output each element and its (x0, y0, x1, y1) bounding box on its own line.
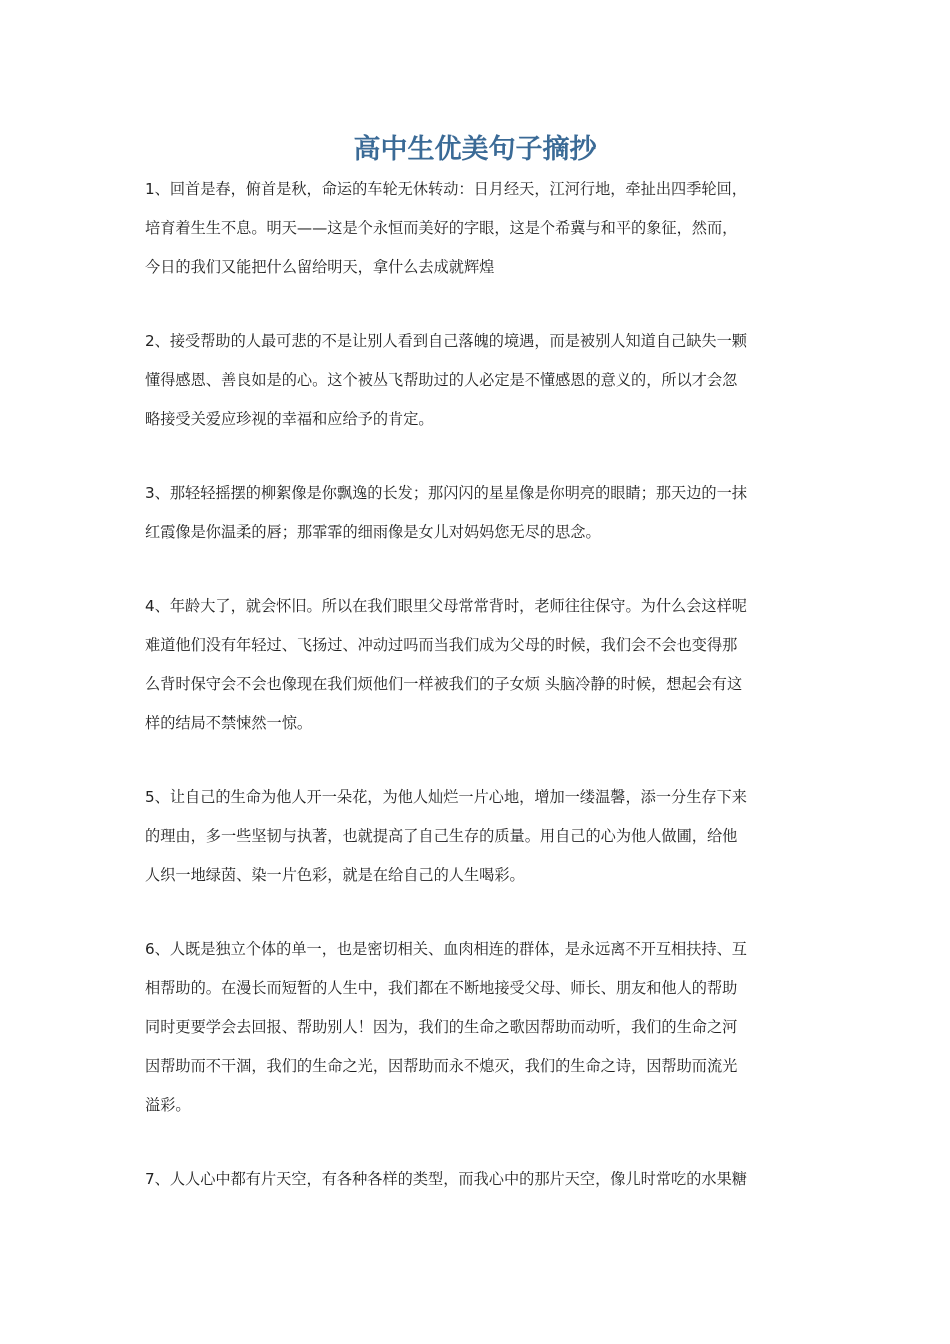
paragraph-line: 2、接受帮助的人最可悲的不是让别人看到自己落魄的境遇，而是被别人知道自己缺失一颗 (145, 332, 747, 350)
paragraph-line: 5、让自己的生命为他人开一朵花，为他人灿烂一片心地，增加一缕温馨，添一分生存下来 (145, 788, 747, 806)
paragraph-line: 同时更要学会去回报、帮助别人！因为，我们的生命之歌因帮助而动听，我们的生命之河 (145, 1018, 738, 1036)
paragraph-line: 样的结局不禁悚然一惊。 (145, 714, 313, 732)
paragraph-line: 难道他们没有年轻过、飞扬过、冲动过吗而当我们成为父母的时候，我们会不会也变得那 (145, 636, 738, 654)
paragraph-line: 因帮助而不干涸，我们的生命之光，因帮助而永不熄灭，我们的生命之诗，因帮助而流光 (145, 1057, 738, 1075)
paragraph-line: 懂得感恩、善良如是的心。这个被丛飞帮助过的人必定是不懂感恩的意义的，所以才会忽 (145, 371, 738, 389)
paragraph-5 (145, 778, 817, 895)
paragraph-7 (145, 1160, 817, 1199)
paragraph-4 (145, 587, 817, 743)
paragraph-line: 人织一地绿茵、染一片色彩，就是在给自己的人生喝彩。 (145, 866, 525, 884)
paragraph-line: 1、回首是春，俯首是秋，命运的车轮无休转动：日月经天，江河行地，牵扯出四季轮回， (145, 180, 747, 198)
paragraph-line: 的理由，多一些坚韧与执著，也就提高了自己生存的质量。用自己的心为他人做圃，给他 (145, 827, 738, 845)
paragraph-line: 红霞像是你温柔的唇；那霏霏的细雨像是女儿对妈妈您无尽的思念。 (145, 523, 601, 541)
paragraph-line: 3、那轻轻摇摆的柳絮像是你飘逸的长发；那闪闪的星星像是你明亮的眼睛；那天边的一抹 (145, 484, 747, 502)
paragraph-1 (145, 170, 817, 287)
paragraph-line: 溢彩。 (145, 1096, 191, 1114)
paragraph-2 (145, 322, 817, 439)
paragraph-line: 今日的我们又能把什么留给明天，拿什么去成就辉煌 (145, 258, 495, 276)
document-body (145, 170, 817, 1234)
paragraph-line: 6、人既是独立个体的单一，也是密切相关、血肉相连的群体，是永远离不开互相扶持、互 (145, 940, 747, 958)
paragraph-line: 么背时保守会不会也像现在我们烦他们一样被我们的子女烦 头脑冷静的时候，想起会有这 (145, 675, 743, 693)
paragraph-3 (145, 474, 817, 552)
paragraph-line: 7、人人心中都有片天空，有各种各样的类型，而我心中的那片天空，像儿时常吃的水果糖 (145, 1170, 747, 1188)
paragraph-line: 略接受关爱应珍视的幸福和应给予的肯定。 (145, 410, 434, 428)
paragraph-6 (145, 930, 817, 1125)
paragraph-line: 相帮助的。在漫长而短暂的人生中，我们都在不断地接受父母、师长、朋友和他人的帮助 (145, 979, 738, 997)
paragraph-line: 培育着生生不息。明天——这是个永恒而美好的字眼，这是个希冀与和平的象征，然而， (145, 219, 738, 237)
paragraph-line: 4、年龄大了，就会怀旧。所以在我们眼里父母常常背时，老师往往保守。为什么会这样呢 (145, 597, 747, 615)
document-title: 高中生优美句子摘抄 (353, 134, 597, 165)
